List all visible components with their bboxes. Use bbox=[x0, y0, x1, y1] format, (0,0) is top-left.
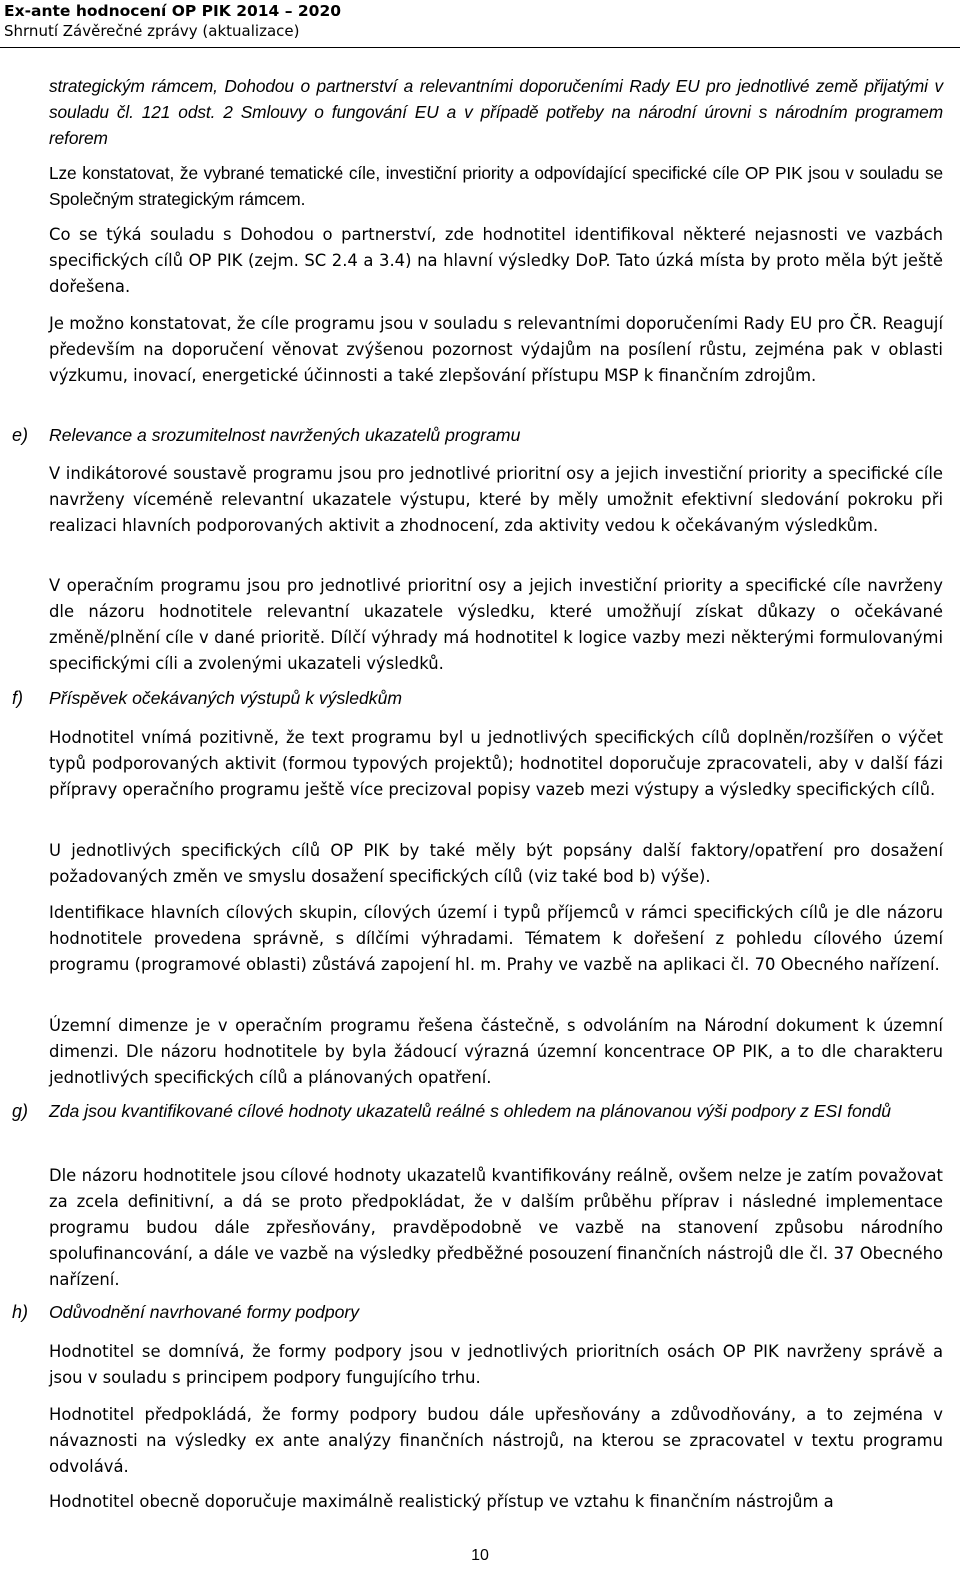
header-divider bbox=[0, 47, 960, 48]
section-e-letter: e) bbox=[12, 425, 29, 445]
section-f-paragraph-3: Identifikace hlavních cílových skupin, cílových území i typů příjemců v rámci specifických cílů je dle názoru hodnotitele provedena správně, s dílčími výhradami. Tématem k dořešení z pohledu cílového území programu (programové oblasti) zůstává zapojení hl. m. Prahy ve vazbě na aplikaci čl. 70 Obecného nařízení. bbox=[49, 903, 943, 974]
section-h-title: Odůvodnění navrhované formy podpory bbox=[49, 1302, 360, 1322]
intro-paragraph-1: Lze konstatovat, že vybrané tematické cíle, investiční priority a odpovídající specifické cíle OP PIK jsou v souladu se Společným strategickým rámcem. bbox=[49, 163, 943, 209]
section-h-paragraph-2: Hodnotitel předpokládá, že formy podpory budou dále upřesňovány a zdůvodňovány, a to zejména v návaznosti na výsledky ex ante analýzy finančních nástrojů, na kterou se zpracovatel v textu programu odvolává. bbox=[49, 1405, 943, 1476]
section-f-paragraph-2: U jednotlivých specifických cílů OP PIK by také měly být popsány další faktory/opatření pro dosažení požadovaných změn ve smyslu dosažení specifických cílů (viz také bod b) výše). bbox=[49, 841, 943, 886]
intro-italic-paragraph: strategickým rámcem, Dohodou o partnerství a relevantními doporučeními Rady EU pro jednotlivé země přijatými v souladu čl. 121 odst. 2 Smlouvy o fungování EU a v případě potřeby na národní úrovni s národním programem reforem bbox=[49, 76, 943, 148]
section-e-paragraph-1: V indikátorové soustavě programu jsou pro jednotlivé prioritní osy a jejich investiční priority a specifické cíle navrženy víceméně relevantní ukazatele výstupu, které by měly umožnit efektivní sledování pokroku při realizaci hlavních podporovaných aktivit a zhodnocení, zda aktivity vedou k očekávaným výsledkům. bbox=[49, 464, 943, 535]
section-e-title: Relevance a srozumitelnost navržených ukazatelů programu bbox=[49, 425, 521, 445]
section-g-paragraph-1: Dle názoru hodnotitele jsou cílové hodnoty ukazatelů kvantifikovány reálně, ovšem nelze je zatím považovat za zcela definitivní, a dá se proto předpokládat, že v dalším průběhu příprav i následné implementace programu budou dále zpřesňovány, pravděpodobně ve vazbě na stanovení způsobu národního spolufinancování, a dále ve vazbě na výsledky předběžné posouzení finančních nástrojů dle čl. 37 Obecného nařízení. bbox=[49, 1166, 943, 1289]
section-g-letter: g) bbox=[12, 1101, 29, 1121]
document-header bbox=[4, 0, 956, 46]
section-f-title: Příspěvek očekávaných výstupů k výsledkům bbox=[49, 688, 403, 708]
intro-paragraph-3: Je možno konstatovat, že cíle programu jsou v souladu s relevantními doporučeními Rady EU pro ČR. Reagují především na doporučení věnovat zvýšenou pozornost výdajům na posílení růstu, zejména pak v oblasti výzkumu, inovací, energetické účinnosti a také zlepšování přístupu MSP k finančním zdrojům. bbox=[49, 314, 943, 385]
section-f-paragraph-4: Územní dimenze je v operačním programu řešena částečně, s odvoláním na Národní dokument k územní dimenzi. Dle názoru hodnotitele by byla žádoucí výrazná územní koncentrace OP PIK, a to dle charakteru jednotlivých specifických cílů a plánovaných opatření. bbox=[49, 1016, 943, 1087]
section-f-letter: f) bbox=[12, 688, 23, 708]
section-e-paragraph-2: V operačním programu jsou pro jednotlivé prioritní osy a jejich investiční priority a specifické cíle navrženy dle názoru hodnotitele relevantní ukazatele výsledku, které umožňují získat důkazy o očekávané změně/plnění cíle v dané prioritě. Dílčí výhrady má hodnotitel k logice vazby mezi některými formulovanými specifickými cíli a zvolenými ukazateli výsledků. bbox=[49, 576, 943, 673]
section-h-paragraph-1: Hodnotitel se domnívá, že formy podpory jsou v jednotlivých prioritních osách OP PIK navrženy správě a jsou v souladu s principem podpory fungujícího trhu. bbox=[49, 1342, 943, 1387]
document-title: Ex-ante hodnocení OP PIK 2014 – 2020 bbox=[4, 2, 342, 20]
intro-paragraph-2: Co se týká souladu s Dohodou o partnerství, zde hodnotitel identifikoval některé nejasnosti ve vazbách specifických cílů OP PIK (zejm. SC 2.4 a 3.4) na hlavní výsledky DoP. Tato úzká místa by proto měla být ještě dořešena. bbox=[49, 225, 943, 296]
section-h-letter: h) bbox=[12, 1302, 29, 1322]
section-h-paragraph-3: Hodnotitel obecně doporučuje maximálně realistický přístup ve vztahu k finančním nástrojům a bbox=[49, 1492, 834, 1511]
section-g-title: Zda jsou kvantifikované cílové hodnoty ukazatelů reálné s ohledem na plánovanou výši podpory z ESI fondů bbox=[49, 1101, 892, 1121]
section-f-paragraph-1: Hodnotitel vnímá pozitivně, že text programu byl u jednotlivých specifických cílů doplněn/rozšířen o výčet typů podporovaných aktivit (formou typových projektů); hodnotitel doporučuje zpracovateli, aby v další fázi přípravy operačního programu ještě více precizoval popisy vazeb mezi výstupy a výsledky specifických cílů. bbox=[49, 728, 943, 799]
document-subtitle: Shrnutí Závěrečné zprávy (aktualizace) bbox=[4, 22, 300, 40]
page-number: 10 bbox=[471, 1547, 489, 1564]
